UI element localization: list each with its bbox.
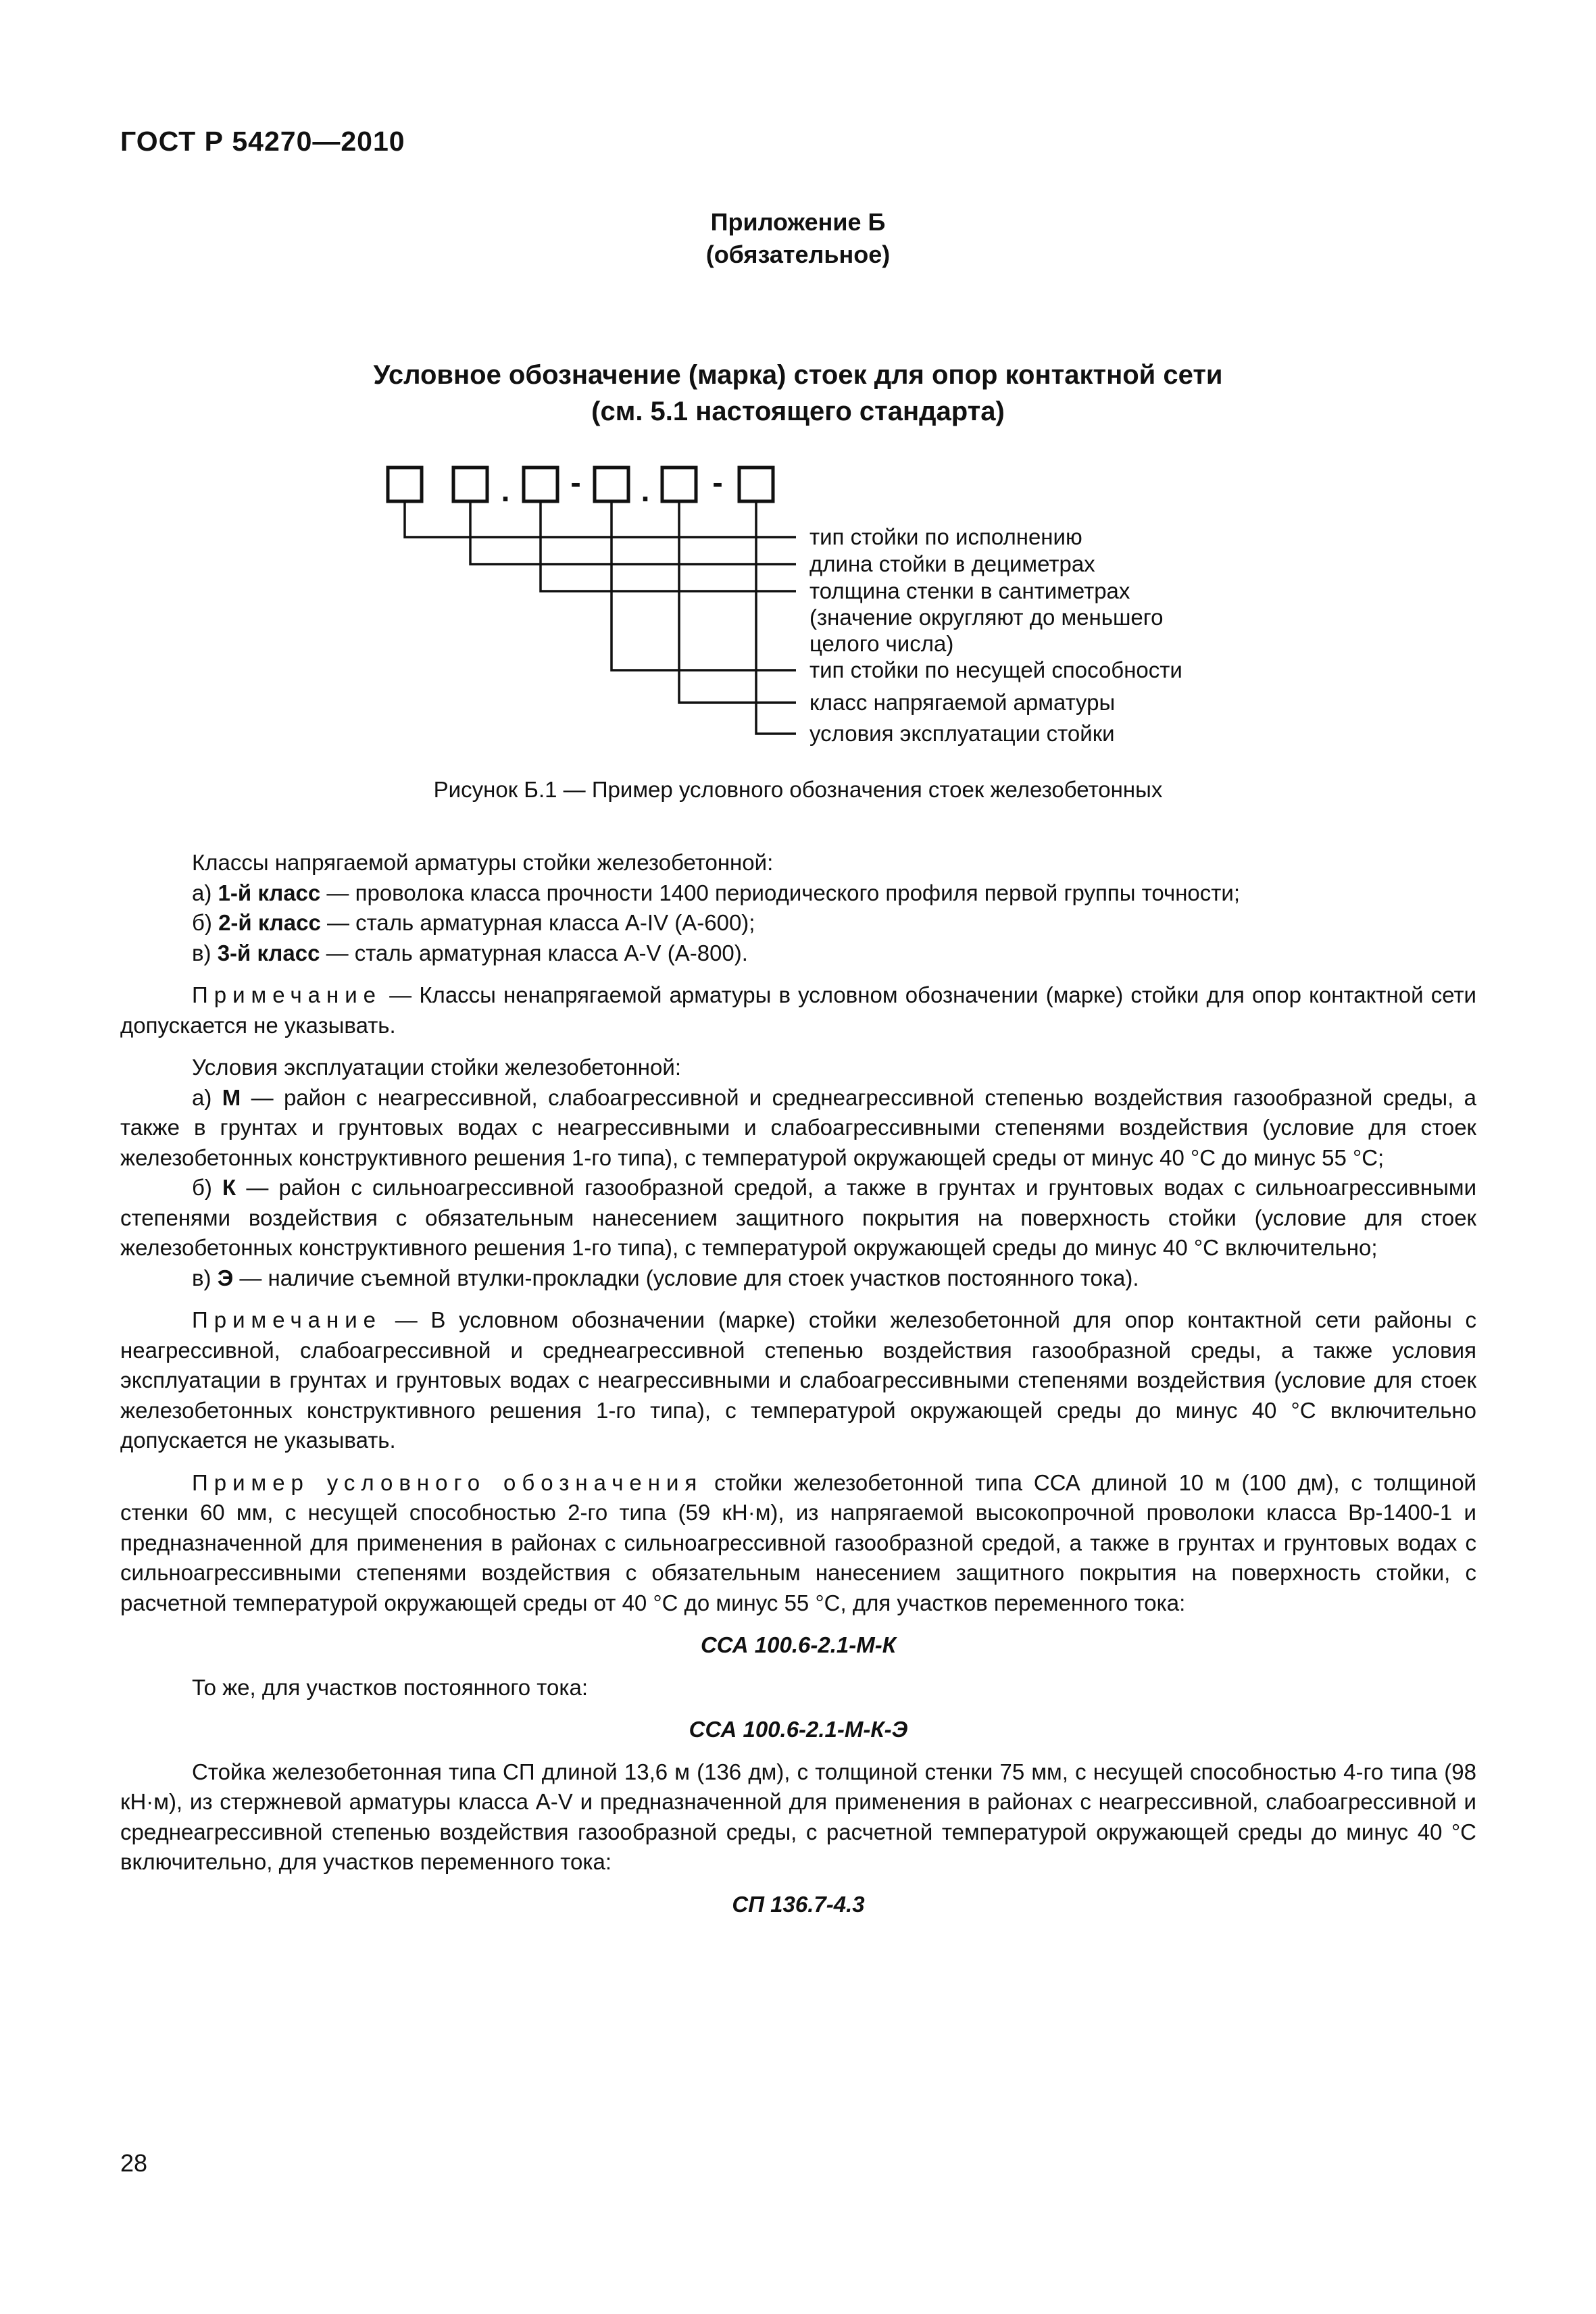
figure-caption: Рисунок Б.1 — Пример условного обозначения стоек железобетонных	[433, 777, 1163, 802]
diagram-label-2: длина стойки в дециметрах	[809, 551, 1095, 576]
class-item-3: в) 3-й класс — сталь арматурная класса А-V (А-800).	[192, 940, 748, 965]
example-paragraph: Пример условного обозначения стойки железобетонной типа ССА длиной 10 м (100 дм), с толщиной стенки 60 мм, с несущей способностью 2-го типа (59 кН·м), из напрягаемой высокопрочной проволоки класса Вр-1400-1 и предназначенной для применения в районах с сильноагрессивной газообразной средой, а также в грунтах и грунтовых водах с сильноагрессивными степенями воздействия с обязательным нанесением защитного покрытия на поверхность стойки, с расчетной температурой окружающей среды от 40 °С до минус 55 °С, для участков переменного тока:	[120, 1469, 1476, 1615]
diagram-box-6	[739, 468, 773, 501]
formula-2: ССА 100.6-2.1-М-К-Э	[689, 1717, 908, 1742]
note-2: Примечание — В условном обозначении (марке) стойки железобетонной для опор контактной сети районы с неагрессивной, слабоагрессивной и среднеагрессивной степенью воздействия газообразной среды, а также условия эксплуатации в грунтах и грунтовых водах с неагрессивными и слабоагрессивными степенями воздействия (условие для стоек железобетонных конструктивного решения 1-го типа), с температурой окружающей среды до минус 40 °С включительно допускается не указывать.	[120, 1307, 1476, 1453]
diagram-label-1: тип стойки по исполнению	[809, 524, 1082, 549]
connector-1	[405, 501, 796, 537]
diagram-box-1	[388, 468, 422, 501]
diagram-label-3-note: (значение округляют до меньшего	[809, 605, 1164, 630]
diagram-separator-4: -	[712, 465, 723, 500]
page-number: 28	[120, 2149, 148, 2177]
same-for-dc: То же, для участков постоянного тока:	[192, 1674, 589, 1700]
diagram-separator-1: .	[501, 473, 510, 508]
diagram-label-6: условия эксплуатации стойки	[809, 721, 1115, 746]
diagram-label-3: толщина стенки в сантиметрах	[809, 578, 1130, 603]
conditions-intro: Условия эксплуатации стойки железобетонной:	[192, 1055, 681, 1080]
class-item-2: б) 2-й класс — сталь арматурная класса А-IV (А-600);	[192, 910, 755, 935]
connector-5	[679, 501, 796, 703]
formula-1: ССА 100.6-2.1-М-К	[700, 1632, 897, 1657]
condition-item-m: а) М — район с неагрессивной, слабоагрессивной и среднеагрессивной степенью воздействия газообразной среды, а также в грунтах и грунтовых водах с неагрессивными и слабоагрессивными степенями воздействия (условие для стоек железобетонных конструктивного решения 1-го типа), с температурой окружающей среды от минус 40 °С до минус 55 °С;	[120, 1084, 1477, 1170]
classes-intro: Классы напрягаемой арматуры стойки железобетонной:	[192, 850, 774, 875]
body-text	[120, 848, 1476, 1932]
sp-example-paragraph: Стойка железобетонная типа СП длиной 13,6 м (136 дм), с толщиной стенки 75 мм, с несущей способностью 4-го типа (98 кН·м), из стержневой арматуры класса А-V и предназначенной для применения в районах с неагрессивной, слабоагрессивной и среднеагрессивной степенью воздействия газообразной среды, с расчетной температурой окружающей среды до минус 40 °С включительно, для участков переменного тока:	[120, 1759, 1476, 1874]
connector-2	[470, 501, 796, 564]
note-1: Примечание — Классы ненапрягаемой арматуры в условном обозначении (марке) стойки для опор контактной сети допускается не указывать.	[120, 982, 1476, 1038]
formula-3: СП 136.7-4.3	[732, 1891, 865, 1917]
diagram-label-3-note-end: целого числа)	[809, 631, 954, 656]
diagram-separator-2: -	[570, 465, 581, 500]
connector-4	[612, 501, 796, 670]
diagram-box-5	[662, 468, 696, 501]
diagram-box-4	[595, 468, 628, 501]
designation-diagram	[0, 0, 1596, 770]
diagram-separator-3: .	[641, 473, 650, 508]
diagram-box-2	[453, 468, 487, 501]
annex-name: Приложение Б	[710, 208, 886, 236]
diagram-label-4: тип стойки по несущей способности	[809, 657, 1182, 682]
document-header: ГОСТ Р 54270—2010	[120, 126, 405, 157]
annex-title-line1: Условное обозначение (марка) стоек для опор контактной сети	[373, 360, 1223, 390]
class-item-1: а) 1-й класс — проволока класса прочности 1400 периодического профиля первой группы точности;	[192, 880, 1240, 905]
annex-status: (обязательное)	[705, 241, 891, 268]
diagram-box-3	[524, 468, 557, 501]
condition-item-k: б) К — район с сильноагрессивной газообразной средой, а также в грунтах и грунтовых водах с сильноагрессивными степенями воздействия с обязательным нанесением защитного покрытия на поверхность стойки (условие для стоек железобетонных конструктивного решения 1-го типа), с температурой окружающей среды до минус 40 °С включительно;	[120, 1175, 1476, 1260]
diagram-label-5: класс напрягаемой арматуры	[809, 690, 1116, 715]
condition-item-e: в) Э — наличие съемной втулки-прокладки (условие для стоек участков постоянного тока).	[192, 1265, 1139, 1290]
annex-title-line2: (см. 5.1 настоящего стандарта)	[591, 397, 1005, 426]
connector-3	[541, 501, 796, 591]
